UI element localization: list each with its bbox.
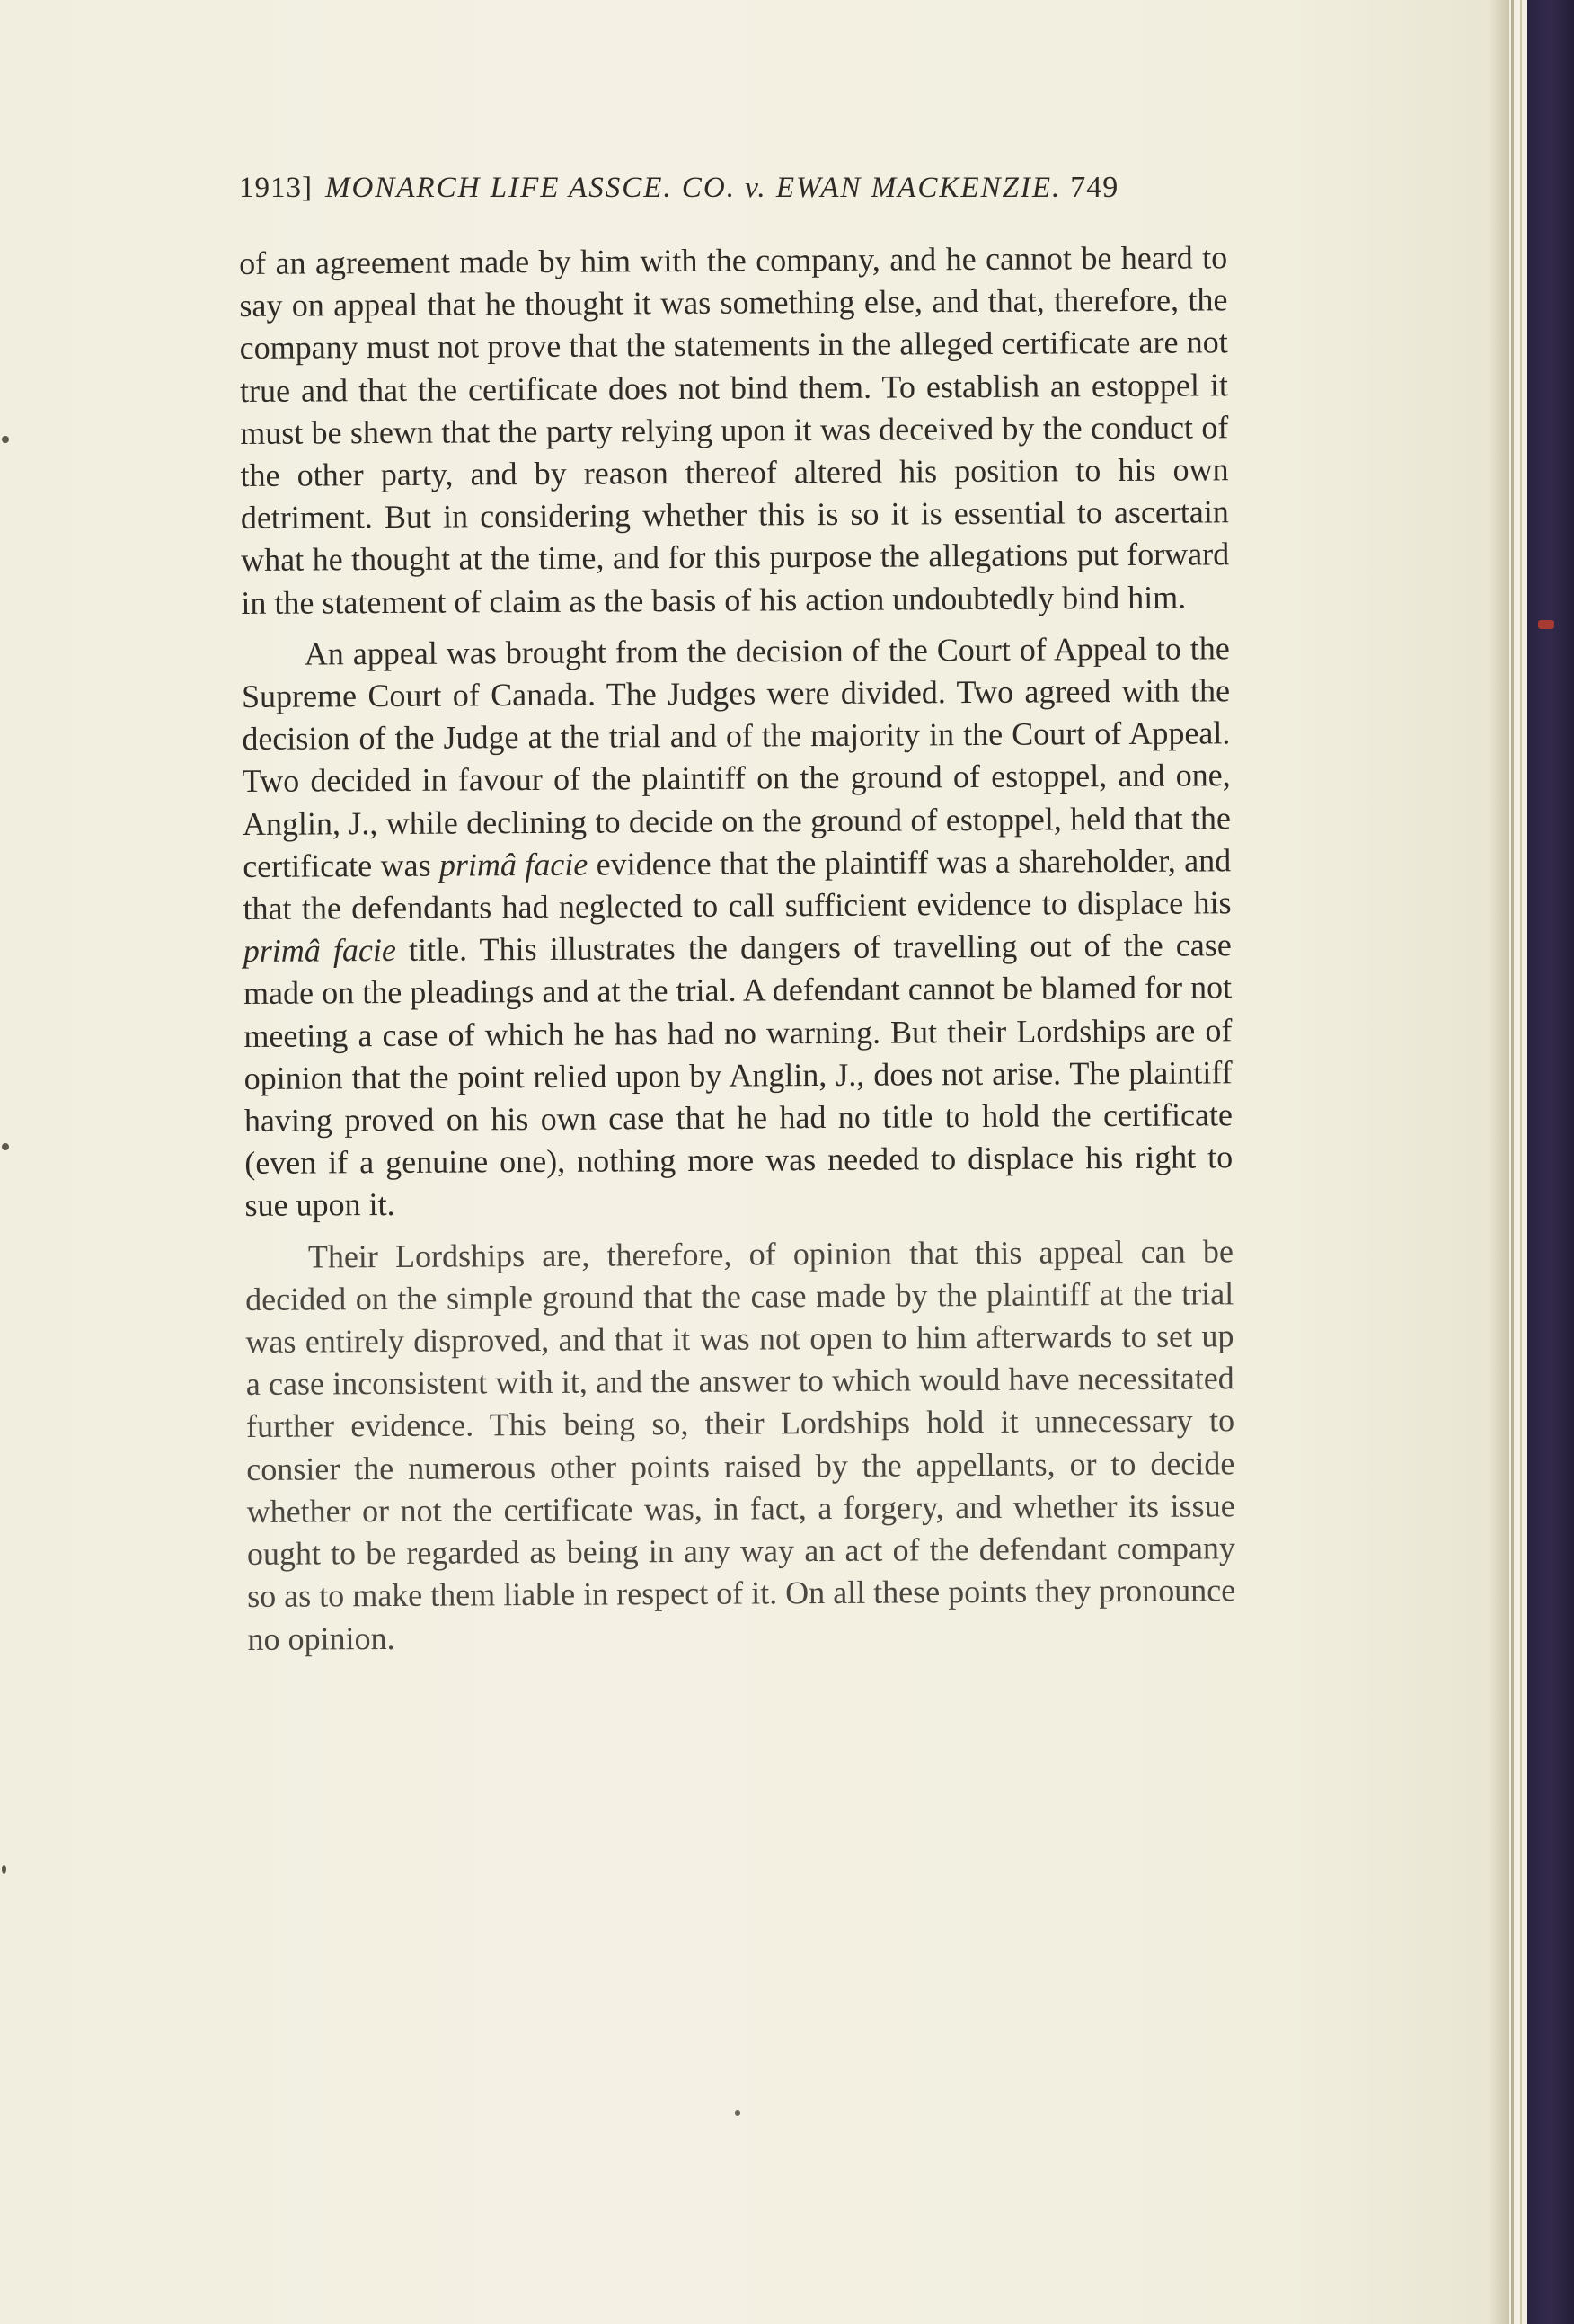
page-edge-line [1520, 0, 1522, 2324]
running-head-year: 1913] [239, 172, 313, 204]
page-speck [735, 2110, 740, 2116]
paragraph: An appeal was brought from the decision of the Court of Appeal to the Supreme Court of Canada. The Judges were divided. Two agreed with the decision of the Judge at the trial and of the majority in the Court of Appeal. Two decided in favour of the plaintiff on the ground of estoppel, and one, Anglin, J., while declining to decide on the ground of estoppel, held that the certificate was primâ facie evidence that the plaintiff was a shareholder, and that the defendants had neglected to call sufficient evidence to displace his primâ facie title. This illustrates the dangers of travelling out of the case made on the pleadings and at the trial. A defendant cannot be blamed for not meeting a case of which he has had no warning. But their Lordships are of opinion that the point relied upon by Anglin, J., does not arise. The plaintiff having proved on his own case that he had no title to hold the certificate (even if a genuine one), nothing more was needed to displace his right to sue upon it. [241, 630, 1234, 1224]
page-number: 749 [1070, 171, 1119, 204]
body-text [239, 236, 1236, 1669]
margin-speck [2, 1143, 9, 1150]
margin-speck [2, 1865, 6, 1874]
page-edge [1487, 0, 1509, 2324]
latin-phrase: primâ facie [438, 846, 588, 883]
latin-phrase: primâ facie [243, 932, 397, 970]
paragraph: Their Lordships are, therefore, of opinion that this appeal can be decided on the simple ground that the case made by the plaintiff at the trial was entirely disproved, and that it was not open to him afterwards to set up a case inconsistent with it, and the answer to which would have necessitated further evidence. This being so, their Lordships hold it unnecessary to consier the numerous other points raised by the appellants, or to decide whether or not the certificate was, in fact, a forgery, and whether its issue ought to be regarded as being in any way an act of the defendant company so as to make them liable in respect of it. On all these points they pronounce no opinion. [245, 1232, 1236, 1657]
book-cover [1527, 0, 1574, 2324]
running-head-title: MONARCH LIFE ASSCE. CO. v. EWAN MACKENZIE. [325, 172, 1062, 204]
running-head [239, 171, 1227, 225]
cover-stain [1538, 620, 1554, 629]
page-edge-line [1511, 0, 1514, 2324]
margin-speck [2, 436, 9, 443]
paragraph: of an agreement made by him with the company, and he cannot be heard to say on appeal that he thought it was something else, and that, therefore, the company must not prove that the statements in the alleged certificate are not true and that the certificate does not bind them. To establish an estoppel it must be shewn that the party relying upon it was deceived by the conduct of the other party, and by reason thereof altered his position to his own detriment. But in considering whether this is so it is essential to ascertain what he thought at the time, and for this purpose the allegations put forward in the statement of claim as the basis of his action undoubtedly bind him. [239, 239, 1230, 621]
